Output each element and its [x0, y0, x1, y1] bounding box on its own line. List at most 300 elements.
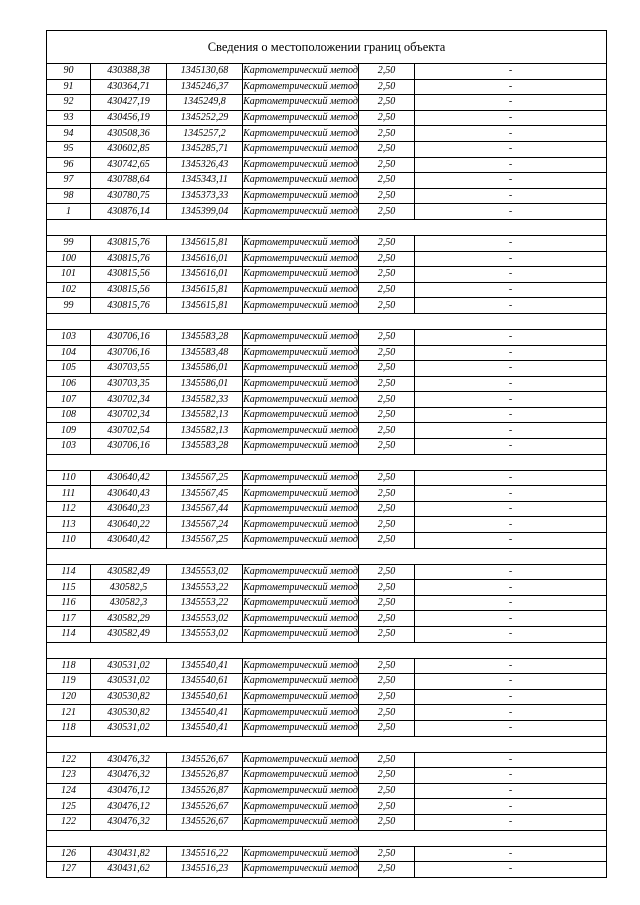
method: Картометрический метод: [243, 533, 359, 549]
description: -: [415, 188, 607, 204]
x-coordinate: 430780,75: [91, 188, 167, 204]
table-row: [47, 79, 607, 95]
method: Картометрический метод: [243, 141, 359, 157]
description: -: [415, 251, 607, 267]
point-number: 105: [47, 361, 91, 377]
description: -: [415, 298, 607, 314]
x-coordinate: 430582,49: [91, 564, 167, 580]
y-coordinate: 1345343,11: [167, 173, 243, 189]
group-separator: [47, 219, 607, 235]
point-number: 90: [47, 64, 91, 80]
y-coordinate: 1345526,87: [167, 768, 243, 784]
separator-cell: [47, 548, 607, 564]
x-coordinate: 430431,62: [91, 862, 167, 878]
accuracy: 2,50: [359, 658, 415, 674]
y-coordinate: 1345586,01: [167, 361, 243, 377]
point-number: 99: [47, 235, 91, 251]
table-row: [47, 298, 607, 314]
accuracy: 2,50: [359, 95, 415, 111]
method: Картометрический метод: [243, 783, 359, 799]
table-row: [47, 595, 607, 611]
point-number: 96: [47, 157, 91, 173]
table-row: [47, 267, 607, 283]
table-row: [47, 361, 607, 377]
point-number: 120: [47, 689, 91, 705]
accuracy: 2,50: [359, 752, 415, 768]
table-row: [47, 407, 607, 423]
point-number: 114: [47, 564, 91, 580]
point-number: 98: [47, 188, 91, 204]
x-coordinate: 430476,12: [91, 799, 167, 815]
y-coordinate: 1345249,8: [167, 95, 243, 111]
boundary-table: [46, 30, 607, 878]
y-coordinate: 1345373,33: [167, 188, 243, 204]
point-number: 111: [47, 486, 91, 502]
table-row: [47, 611, 607, 627]
y-coordinate: 1345615,81: [167, 298, 243, 314]
description: -: [415, 846, 607, 862]
table-row: [47, 783, 607, 799]
x-coordinate: 430815,56: [91, 267, 167, 283]
accuracy: 2,50: [359, 674, 415, 690]
group-separator: [47, 830, 607, 846]
y-coordinate: 1345553,22: [167, 595, 243, 611]
description: -: [415, 204, 607, 220]
table-row: [47, 126, 607, 142]
y-coordinate: 1345399,04: [167, 204, 243, 220]
description: -: [415, 580, 607, 596]
description: -: [415, 329, 607, 345]
method: Картометрический метод: [243, 486, 359, 502]
method: Картометрический метод: [243, 439, 359, 455]
description: -: [415, 64, 607, 80]
x-coordinate: 430703,35: [91, 376, 167, 392]
y-coordinate: 1345615,81: [167, 235, 243, 251]
y-coordinate: 1345130,68: [167, 64, 243, 80]
method: Картометрический метод: [243, 846, 359, 862]
table-row: [47, 235, 607, 251]
y-coordinate: 1345526,67: [167, 752, 243, 768]
point-number: 103: [47, 439, 91, 455]
table-row: [47, 345, 607, 361]
description: -: [415, 862, 607, 878]
method: Картометрический метод: [243, 814, 359, 830]
x-coordinate: 430703,55: [91, 361, 167, 377]
y-coordinate: 1345583,28: [167, 329, 243, 345]
group-separator: [47, 548, 607, 564]
y-coordinate: 1345526,87: [167, 783, 243, 799]
method: Картометрический метод: [243, 235, 359, 251]
description: -: [415, 439, 607, 455]
description: -: [415, 407, 607, 423]
accuracy: 2,50: [359, 627, 415, 643]
method: Картометрический метод: [243, 611, 359, 627]
y-coordinate: 1345583,48: [167, 345, 243, 361]
x-coordinate: 430640,43: [91, 486, 167, 502]
y-coordinate: 1345540,41: [167, 658, 243, 674]
point-number: 121: [47, 705, 91, 721]
accuracy: 2,50: [359, 376, 415, 392]
point-number: 118: [47, 720, 91, 736]
point-number: 118: [47, 658, 91, 674]
table-row: [47, 846, 607, 862]
accuracy: 2,50: [359, 768, 415, 784]
table-row: [47, 658, 607, 674]
point-number: 1: [47, 204, 91, 220]
accuracy: 2,50: [359, 392, 415, 408]
y-coordinate: 1345567,44: [167, 501, 243, 517]
point-number: 106: [47, 376, 91, 392]
point-number: 115: [47, 580, 91, 596]
method: Картометрический метод: [243, 752, 359, 768]
description: -: [415, 95, 607, 111]
description: -: [415, 783, 607, 799]
method: Картометрический метод: [243, 95, 359, 111]
description: -: [415, 345, 607, 361]
table-row: [47, 627, 607, 643]
table-row: [47, 376, 607, 392]
x-coordinate: 430388,38: [91, 64, 167, 80]
y-coordinate: 1345586,01: [167, 376, 243, 392]
x-coordinate: 430640,42: [91, 533, 167, 549]
accuracy: 2,50: [359, 188, 415, 204]
table-row: [47, 282, 607, 298]
method: Картометрический метод: [243, 361, 359, 377]
y-coordinate: 1345567,24: [167, 517, 243, 533]
accuracy: 2,50: [359, 595, 415, 611]
point-number: 104: [47, 345, 91, 361]
x-coordinate: 430582,3: [91, 595, 167, 611]
x-coordinate: 430582,29: [91, 611, 167, 627]
accuracy: 2,50: [359, 501, 415, 517]
y-coordinate: 1345246,37: [167, 79, 243, 95]
x-coordinate: 430427,19: [91, 95, 167, 111]
point-number: 116: [47, 595, 91, 611]
x-coordinate: 430706,16: [91, 329, 167, 345]
accuracy: 2,50: [359, 611, 415, 627]
description: -: [415, 470, 607, 486]
x-coordinate: 430476,32: [91, 768, 167, 784]
accuracy: 2,50: [359, 204, 415, 220]
table-row: [47, 329, 607, 345]
x-coordinate: 430476,12: [91, 783, 167, 799]
method: Картометрический метод: [243, 705, 359, 721]
table-row: [47, 95, 607, 111]
description: -: [415, 486, 607, 502]
method: Картометрический метод: [243, 768, 359, 784]
y-coordinate: 1345582,13: [167, 407, 243, 423]
description: -: [415, 705, 607, 721]
description: -: [415, 768, 607, 784]
separator-cell: [47, 642, 607, 658]
accuracy: 2,50: [359, 580, 415, 596]
x-coordinate: 430815,56: [91, 282, 167, 298]
method: Картометрический метод: [243, 188, 359, 204]
x-coordinate: 430582,49: [91, 627, 167, 643]
y-coordinate: 1345553,22: [167, 580, 243, 596]
method: Картометрический метод: [243, 799, 359, 815]
separator-cell: [47, 454, 607, 470]
description: -: [415, 141, 607, 157]
method: Картометрический метод: [243, 501, 359, 517]
accuracy: 2,50: [359, 157, 415, 173]
accuracy: 2,50: [359, 345, 415, 361]
method: Картометрический метод: [243, 157, 359, 173]
description: -: [415, 595, 607, 611]
y-coordinate: 1345567,25: [167, 470, 243, 486]
method: Картометрический метод: [243, 658, 359, 674]
table-row: [47, 251, 607, 267]
x-coordinate: 430702,34: [91, 407, 167, 423]
accuracy: 2,50: [359, 251, 415, 267]
separator-cell: [47, 830, 607, 846]
description: -: [415, 361, 607, 377]
description: -: [415, 173, 607, 189]
point-number: 101: [47, 267, 91, 283]
method: Картометрический метод: [243, 627, 359, 643]
group-separator: [47, 313, 607, 329]
point-number: 122: [47, 814, 91, 830]
description: -: [415, 79, 607, 95]
accuracy: 2,50: [359, 79, 415, 95]
method: Картометрический метод: [243, 64, 359, 80]
y-coordinate: 1345252,29: [167, 110, 243, 126]
y-coordinate: 1345582,13: [167, 423, 243, 439]
point-number: 107: [47, 392, 91, 408]
method: Картометрический метод: [243, 110, 359, 126]
description: -: [415, 564, 607, 580]
description: -: [415, 376, 607, 392]
x-coordinate: 430706,16: [91, 439, 167, 455]
description: -: [415, 235, 607, 251]
accuracy: 2,50: [359, 298, 415, 314]
y-coordinate: 1345540,41: [167, 705, 243, 721]
table-row: [47, 705, 607, 721]
x-coordinate: 430706,16: [91, 345, 167, 361]
x-coordinate: 430531,02: [91, 658, 167, 674]
x-coordinate: 430640,22: [91, 517, 167, 533]
separator-cell: [47, 736, 607, 752]
x-coordinate: 430364,71: [91, 79, 167, 95]
table-row: [47, 423, 607, 439]
accuracy: 2,50: [359, 705, 415, 721]
group-separator: [47, 642, 607, 658]
x-coordinate: 430531,02: [91, 720, 167, 736]
point-number: 100: [47, 251, 91, 267]
y-coordinate: 1345257,2: [167, 126, 243, 142]
y-coordinate: 1345540,61: [167, 674, 243, 690]
method: Картометрический метод: [243, 720, 359, 736]
point-number: 93: [47, 110, 91, 126]
point-number: 97: [47, 173, 91, 189]
accuracy: 2,50: [359, 329, 415, 345]
table-row: [47, 204, 607, 220]
table-row: [47, 720, 607, 736]
table-row: [47, 110, 607, 126]
y-coordinate: 1345567,25: [167, 533, 243, 549]
accuracy: 2,50: [359, 267, 415, 283]
point-number: 126: [47, 846, 91, 862]
x-coordinate: 430476,32: [91, 814, 167, 830]
method: Картометрический метод: [243, 251, 359, 267]
description: -: [415, 423, 607, 439]
y-coordinate: 1345553,02: [167, 564, 243, 580]
point-number: 127: [47, 862, 91, 878]
method: Картометрический метод: [243, 79, 359, 95]
method: Картометрический метод: [243, 674, 359, 690]
table-row: [47, 470, 607, 486]
accuracy: 2,50: [359, 720, 415, 736]
point-number: 92: [47, 95, 91, 111]
x-coordinate: 430456,19: [91, 110, 167, 126]
y-coordinate: 1345582,33: [167, 392, 243, 408]
description: -: [415, 533, 607, 549]
x-coordinate: 430640,23: [91, 501, 167, 517]
y-coordinate: 1345616,01: [167, 267, 243, 283]
table-row: [47, 188, 607, 204]
description: -: [415, 110, 607, 126]
description: -: [415, 689, 607, 705]
y-coordinate: 1345615,81: [167, 282, 243, 298]
y-coordinate: 1345326,43: [167, 157, 243, 173]
method: Картометрический метод: [243, 689, 359, 705]
point-number: 109: [47, 423, 91, 439]
accuracy: 2,50: [359, 783, 415, 799]
y-coordinate: 1345583,28: [167, 439, 243, 455]
method: Картометрический метод: [243, 392, 359, 408]
table-row: [47, 564, 607, 580]
description: -: [415, 720, 607, 736]
table-row: [47, 689, 607, 705]
method: Картометрический метод: [243, 407, 359, 423]
y-coordinate: 1345553,02: [167, 627, 243, 643]
separator-cell: [47, 219, 607, 235]
y-coordinate: 1345567,45: [167, 486, 243, 502]
method: Картометрический метод: [243, 580, 359, 596]
method: Картометрический метод: [243, 862, 359, 878]
description: -: [415, 282, 607, 298]
table-row: [47, 141, 607, 157]
x-coordinate: 430582,5: [91, 580, 167, 596]
accuracy: 2,50: [359, 439, 415, 455]
group-separator: [47, 454, 607, 470]
point-number: 110: [47, 470, 91, 486]
x-coordinate: 430531,02: [91, 674, 167, 690]
method: Картометрический метод: [243, 423, 359, 439]
point-number: 117: [47, 611, 91, 627]
separator-cell: [47, 313, 607, 329]
method: Картометрический метод: [243, 470, 359, 486]
table-row: [47, 862, 607, 878]
method: Картометрический метод: [243, 173, 359, 189]
y-coordinate: 1345285,71: [167, 141, 243, 157]
accuracy: 2,50: [359, 470, 415, 486]
accuracy: 2,50: [359, 486, 415, 502]
accuracy: 2,50: [359, 110, 415, 126]
point-number: 119: [47, 674, 91, 690]
description: -: [415, 517, 607, 533]
y-coordinate: 1345540,41: [167, 720, 243, 736]
point-number: 124: [47, 783, 91, 799]
point-number: 123: [47, 768, 91, 784]
accuracy: 2,50: [359, 64, 415, 80]
accuracy: 2,50: [359, 235, 415, 251]
group-separator: [47, 736, 607, 752]
x-coordinate: 430431,82: [91, 846, 167, 862]
title-row: [47, 31, 607, 64]
method: Картометрический метод: [243, 564, 359, 580]
method: Картометрический метод: [243, 126, 359, 142]
table-row: [47, 580, 607, 596]
method: Картометрический метод: [243, 517, 359, 533]
description: -: [415, 674, 607, 690]
table-title: Сведения о местоположении границ объекта: [47, 31, 607, 64]
accuracy: 2,50: [359, 173, 415, 189]
table-row: [47, 533, 607, 549]
point-number: 95: [47, 141, 91, 157]
point-number: 112: [47, 501, 91, 517]
accuracy: 2,50: [359, 282, 415, 298]
x-coordinate: 430476,32: [91, 752, 167, 768]
x-coordinate: 430640,42: [91, 470, 167, 486]
point-number: 122: [47, 752, 91, 768]
method: Картометрический метод: [243, 267, 359, 283]
description: -: [415, 611, 607, 627]
table-row: [47, 752, 607, 768]
accuracy: 2,50: [359, 517, 415, 533]
y-coordinate: 1345516,22: [167, 846, 243, 862]
accuracy: 2,50: [359, 407, 415, 423]
description: -: [415, 752, 607, 768]
table-row: [47, 486, 607, 502]
point-number: 91: [47, 79, 91, 95]
table-row: [47, 674, 607, 690]
method: Картометрический метод: [243, 595, 359, 611]
description: -: [415, 157, 607, 173]
description: -: [415, 799, 607, 815]
point-number: 125: [47, 799, 91, 815]
point-number: 103: [47, 329, 91, 345]
y-coordinate: 1345526,67: [167, 814, 243, 830]
point-number: 113: [47, 517, 91, 533]
table-row: [47, 768, 607, 784]
x-coordinate: 430530,82: [91, 705, 167, 721]
y-coordinate: 1345526,67: [167, 799, 243, 815]
table-row: [47, 173, 607, 189]
description: -: [415, 814, 607, 830]
y-coordinate: 1345516,23: [167, 862, 243, 878]
method: Картометрический метод: [243, 376, 359, 392]
x-coordinate: 430702,54: [91, 423, 167, 439]
y-coordinate: 1345553,02: [167, 611, 243, 627]
accuracy: 2,50: [359, 533, 415, 549]
x-coordinate: 430815,76: [91, 298, 167, 314]
point-number: 94: [47, 126, 91, 142]
x-coordinate: 430602,85: [91, 141, 167, 157]
accuracy: 2,50: [359, 361, 415, 377]
accuracy: 2,50: [359, 846, 415, 862]
description: -: [415, 267, 607, 283]
accuracy: 2,50: [359, 689, 415, 705]
description: -: [415, 501, 607, 517]
point-number: 99: [47, 298, 91, 314]
point-number: 108: [47, 407, 91, 423]
description: -: [415, 627, 607, 643]
accuracy: 2,50: [359, 126, 415, 142]
table-row: [47, 799, 607, 815]
table-row: [47, 501, 607, 517]
method: Картометрический метод: [243, 345, 359, 361]
